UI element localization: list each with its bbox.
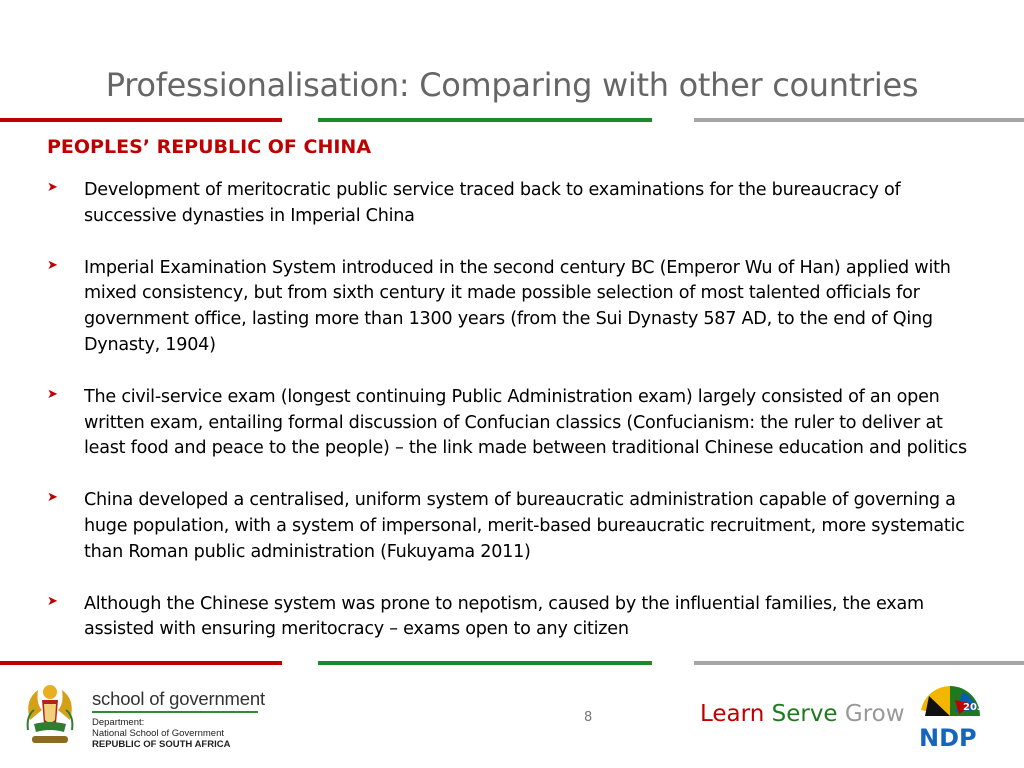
page-number: 8 <box>584 710 593 725</box>
tagline-serve: Serve <box>771 701 838 727</box>
bullet-item <box>44 592 979 644</box>
arrow-right-icon: ➤ <box>47 490 58 506</box>
bullet-item <box>44 178 979 230</box>
department-name: National School of Government <box>92 728 225 739</box>
bullet-text: The civil-service exam (longest continuing Public Administration exam) largely consisted of an open written exam, entailing formal discussion of Confucian classics (Confucianism: the ruler to deliver at least food and peace to the people) – the link made between traditional Chinese education and politics <box>84 386 967 459</box>
bullet-text: Although the Chinese system was prone to nepotism, caused by the influential families, the exam assisted with ensuring meritocracy – exams open to any citizen <box>84 593 924 640</box>
school-of-government-branding <box>92 688 265 750</box>
tagline-grow: Grow <box>844 701 905 727</box>
bullet-text: Imperial Examination System introduced in the second century BC (Emperor Wu of Han) applied with mixed consistency, but from sixth century it made possible selection of most talented officials for government office, lasting more than 1300 years (from the Sui Dynasty 587 AD, to the end of Qing Dynasty, 1904) <box>84 257 951 355</box>
ndp-year: 2030 <box>963 702 991 713</box>
bullet-item <box>44 488 979 565</box>
school-name: school of government <box>92 688 265 709</box>
ndp-logo-icon <box>915 680 991 754</box>
tagline-learn: Learn <box>700 701 765 727</box>
arrow-right-icon: ➤ <box>47 180 58 195</box>
arrow-right-icon: ➤ <box>47 386 58 402</box>
bullet-text: China developed a centralised, uniform system of bureaucratic administration capable of governing a huge population, with a system of impersonal, merit-based bureaucratic recruitment, more systematic than Roman public administration (Fukuyama 2011) <box>84 490 965 562</box>
tagline <box>700 701 905 727</box>
bottom-rule-gray <box>694 661 1024 665</box>
top-rule-green <box>318 118 652 122</box>
country-name: REPUBLIC OF SOUTH AFRICA <box>92 739 231 750</box>
arrow-right-icon: ➤ <box>47 257 58 273</box>
top-rule-red <box>0 118 282 122</box>
bullet-list <box>44 178 979 669</box>
arrow-right-icon: ➤ <box>47 593 58 609</box>
bottom-rule-red <box>0 661 282 665</box>
department-label: Department: <box>92 717 145 728</box>
bullet-text: Development of meritocratic public service traced back to examinations for the bureaucracy of successive dynasties in Imperial China <box>84 180 901 226</box>
bullet-item <box>44 256 979 359</box>
slide-title: Professionalisation: Comparing with other countries <box>105 66 919 104</box>
coat-of-arms-icon <box>22 680 78 752</box>
bullet-item <box>44 385 979 462</box>
ndp-label: NDP <box>919 724 977 752</box>
school-name-underline <box>92 711 258 713</box>
section-heading: PEOPLES’ REPUBLIC OF CHINA <box>47 136 372 158</box>
bottom-rule-green <box>318 661 652 665</box>
top-rule-gray <box>694 118 1024 122</box>
